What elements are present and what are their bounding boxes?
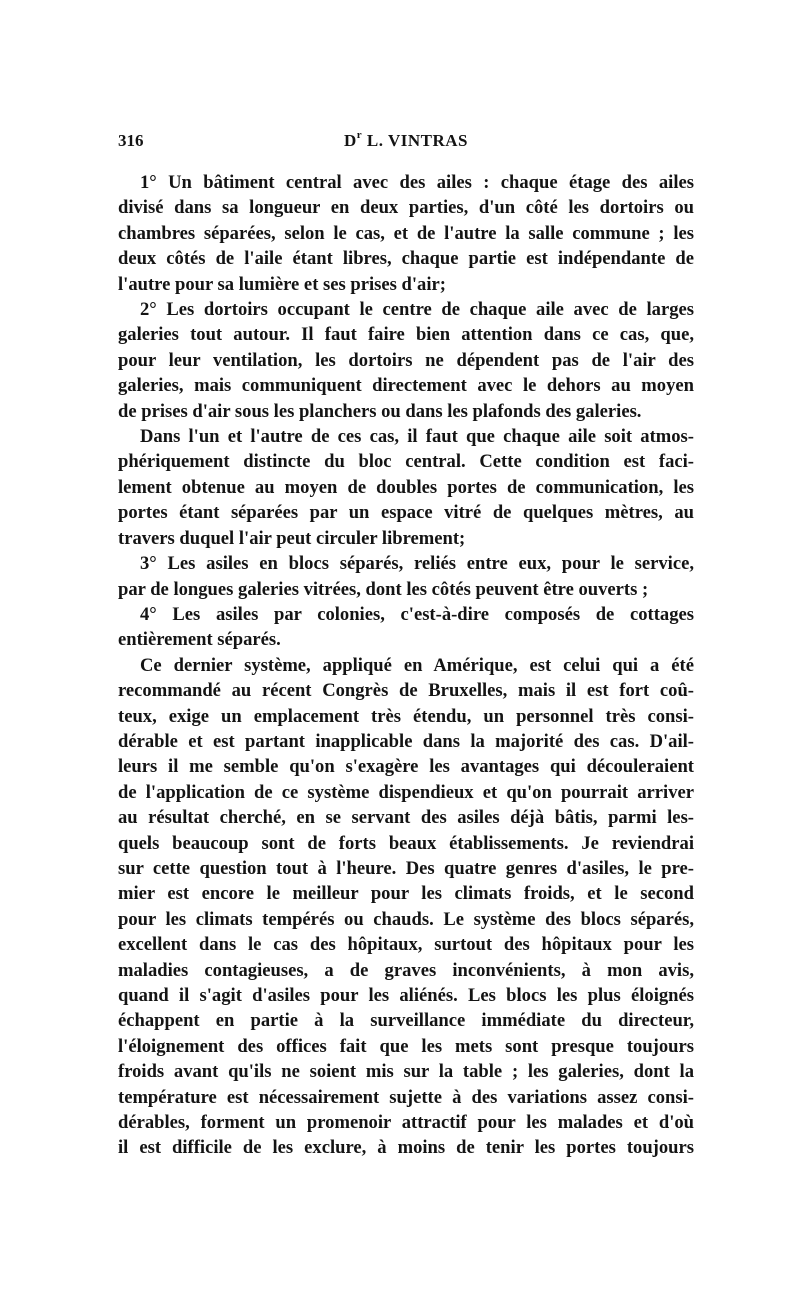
paragraph [118,551,694,602]
text-line: entièrement séparés. [118,629,281,651]
text-line: portes étant séparées par un espace vitré de quelques mètres, au [118,502,694,524]
text-line: dérable et est partant inapplicable dans la majorité des cas. D'ail- [118,730,694,752]
text-line: 2° Les dortoirs occupant le centre de chaque aile avec de larges [140,299,694,321]
text-line: quand il s'agit d'asiles pour les aliénés. Les blocs les plus éloignés [118,985,694,1006]
title-superscript: r [356,129,363,141]
text-line: sur cette question tout à l'heure. Des quatre genres d'asiles, le pre- [118,857,694,879]
text-line: divisé dans sa longueur en deux parties, d'un côté les dortoirs ou [118,197,694,219]
text-line: froids avant qu'ils ne soient mis sur la table ; les galeries, dont la [118,1061,694,1083]
title-prefix: D [344,131,357,150]
paragraph [118,424,694,551]
text-line: au résultat cherché, en se servant des asiles déjà bâtis, parmi les- [118,807,694,829]
page-number: 316 [118,131,144,150]
text-line: l'autre pour sa lumière et ses prises d'air; [118,273,446,295]
text-line: mier est encore le meilleur pour les climats froids, et le second [118,883,694,905]
book-page [118,128,694,1161]
text-line: 1° Un bâtiment central avec des ailes : chaque étage des ailes [140,172,694,193]
text-line: phériquement distincte du bloc central. Cette condition est faci- [118,451,694,473]
running-title [118,128,694,153]
text-line: galeries tout autour. Il faut faire bien attention dans ce cas, que, [118,324,694,346]
text-line: lement obtenue au moyen de doubles portes de communication, les [118,476,694,498]
text-line: de prises d'air sous les planchers ou dans les plafonds des galeries. [118,400,642,422]
text-line: 4° Les asiles par colonies, c'est-à-dire composés de cottages [140,603,694,625]
text-line: dérables, forment un promenoir attractif pour les malades et d'où [118,1112,694,1134]
text-line: l'éloignement des offices fait que les mets sont presque toujours [118,1035,694,1057]
paragraph [118,170,694,297]
text-line: deux côtés de l'aile étant libres, chaque partie est indépendante de [118,248,694,270]
paragraph [118,297,694,424]
text-line: échappent en partie à la surveillance immédiate du directeur, [118,1010,694,1032]
page-header [118,128,694,156]
text-line: recommandé au récent Congrès de Bruxelles, mais il est fort coû- [118,680,694,702]
body-text [118,170,694,1161]
paragraph [118,653,694,1161]
paragraph [118,602,694,653]
text-line: galeries, mais communiquent directement avec le dehors au moyen [118,375,694,397]
title-name: L. VINTRAS [366,131,468,150]
text-line: leurs il me semble qu'on s'exagère les avantages qui découleraient [118,756,694,778]
text-line: maladies contagieuses, a de graves inconvénients, à mon avis, [118,959,694,981]
text-line: excellent dans le cas des hôpitaux, surtout des hôpitaux pour les [118,934,694,956]
text-line: 3° Les asiles en blocs séparés, reliés entre eux, pour le service, [140,553,694,575]
text-line: température est nécessairement sujette à des variations assez consi- [118,1086,694,1108]
text-line: travers duquel l'air peut circuler librement; [118,527,466,549]
text-line: chambres séparées, selon le cas, et de l'autre la salle commune ; les [118,222,694,244]
text-line: pour leur ventilation, les dortoirs ne dépendent pas de l'air des [118,349,694,371]
text-line: par de longues galeries vitrées, dont les côtés peuvent être ouverts ; [118,578,649,600]
text-line: Ce dernier système, appliqué en Amérique, est celui qui a été [140,654,694,676]
text-line: quels beaucoup sont de forts beaux établissements. Je reviendrai [118,832,694,854]
text-line: il est difficile de les exclure, à moins de tenir les portes toujours [118,1137,694,1159]
text-line: de l'application de ce système dispendieux et qu'on pourrait arriver [118,781,694,803]
text-line: pour les climats tempérés ou chauds. Le système des blocs séparés, [118,908,694,930]
text-line: Dans l'un et l'autre de ces cas, il faut que chaque aile soit atmos- [140,426,694,448]
text-line: teux, exige un emplacement très étendu, un personnel très consi- [118,705,694,727]
